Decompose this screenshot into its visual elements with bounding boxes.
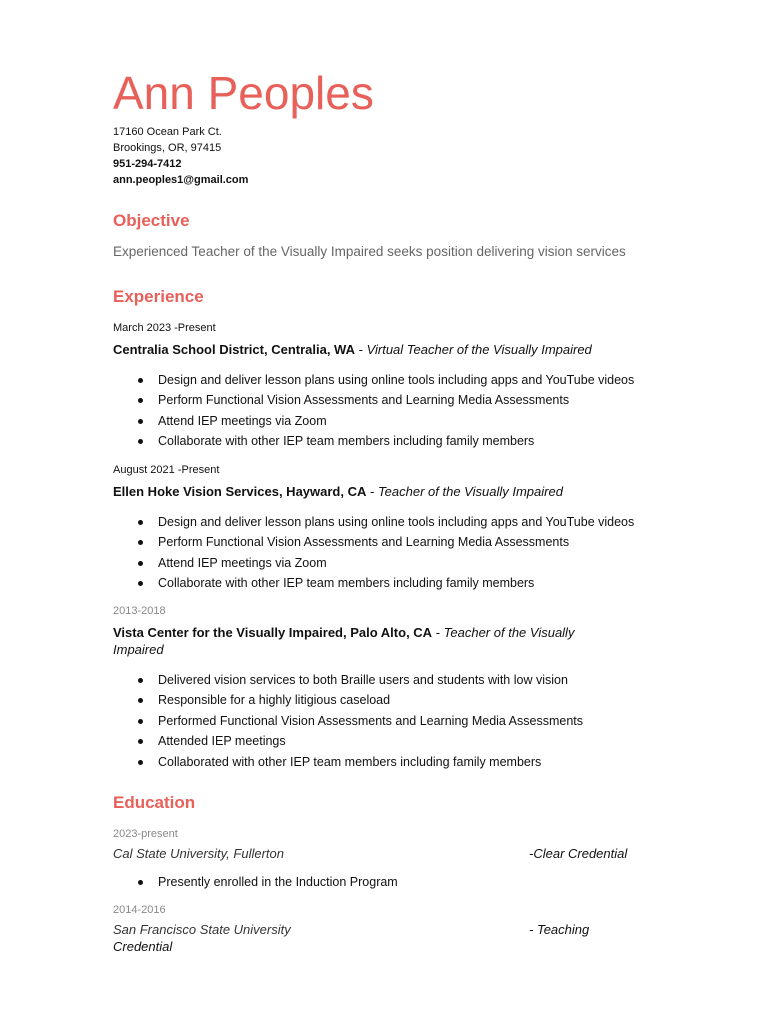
job-entry	[113, 604, 613, 772]
objective-text: Experienced Teacher of the Visually Impaired seeks position delivering vision services	[113, 244, 626, 259]
list-item: Delivered vision services to both Braille users and students with low vision	[158, 670, 613, 690]
address-line-2: Brookings, OR, 97415	[113, 142, 222, 154]
job-entry	[113, 463, 673, 594]
candidate-name: Ann Peoples	[113, 67, 374, 119]
job-role	[113, 483, 673, 500]
school-line	[113, 921, 673, 938]
education-details	[113, 872, 673, 892]
list-item: Attend IEP meetings via Zoom	[158, 411, 673, 431]
list-item: Presently enrolled in the Induction Program	[158, 872, 673, 892]
education-date: 2014-2016	[113, 904, 166, 916]
list-item: Collaborate with other IEP team members including family members	[158, 573, 673, 593]
job-organization: Centralia School District, Centralia, WA	[113, 342, 355, 357]
list-item: Performed Functional Vision Assessments and Learning Media Assessments	[158, 711, 613, 731]
education-date: 2023-present	[113, 828, 178, 840]
credential-name: -Clear Credential	[529, 846, 628, 861]
job-duties	[113, 512, 673, 594]
job-duties	[113, 370, 673, 452]
list-item: Responsible for a highly litigious caseload	[158, 690, 613, 710]
job-separator: -	[355, 342, 367, 357]
job-title: Teacher of the Visually Impaired	[113, 625, 575, 657]
job-organization: Vista Center for the Visually Impaired, Palo Alto, CA	[113, 625, 433, 640]
job-title: Teacher of the Visually Impaired	[377, 484, 563, 499]
job-date: March 2023 -Present	[113, 322, 216, 334]
job-date: 2013-2018	[113, 605, 166, 617]
job-role	[113, 341, 673, 358]
list-item: Perform Functional Vision Assessments and Learning Media Assessments	[158, 532, 673, 552]
school-name: San Francisco State University	[113, 922, 291, 937]
contact-block	[113, 124, 248, 188]
credential-continuation: Credential	[113, 939, 173, 954]
school-name: Cal State University, Fullerton	[113, 846, 284, 861]
credential-name: - Teaching	[529, 922, 590, 937]
job-separator: -	[432, 625, 444, 640]
school-line	[113, 845, 673, 862]
list-item: Collaborate with other IEP team members including family members	[158, 431, 673, 451]
education-heading: Education	[113, 793, 196, 812]
education-entry	[113, 903, 673, 955]
experience-heading: Experience	[113, 287, 204, 306]
objective-heading: Objective	[113, 211, 190, 230]
list-item: Perform Functional Vision Assessments and Learning Media Assessments	[158, 390, 673, 410]
list-item: Design and deliver lesson plans using online tools including apps and YouTube videos	[158, 370, 673, 390]
job-title: Virtual Teacher of the Visually Impaired	[366, 342, 592, 357]
address-line-1: 17160 Ocean Park Ct.	[113, 126, 222, 138]
list-item: Design and deliver lesson plans using online tools including apps and YouTube videos	[158, 512, 673, 532]
education-entry	[113, 827, 673, 892]
job-entry	[113, 321, 673, 452]
list-item: Collaborated with other IEP team members including family members	[158, 752, 613, 772]
job-separator: -	[366, 484, 378, 499]
job-duties	[113, 670, 613, 772]
job-organization: Ellen Hoke Vision Services, Hayward, CA	[113, 484, 367, 499]
phone-number: 951-294-7412	[113, 158, 182, 170]
list-item: Attended IEP meetings	[158, 731, 613, 751]
list-item: Attend IEP meetings via Zoom	[158, 553, 673, 573]
email-address: ann.peoples1@gmail.com	[113, 174, 249, 186]
job-date: August 2021 -Present	[113, 464, 220, 476]
job-role	[113, 624, 613, 658]
